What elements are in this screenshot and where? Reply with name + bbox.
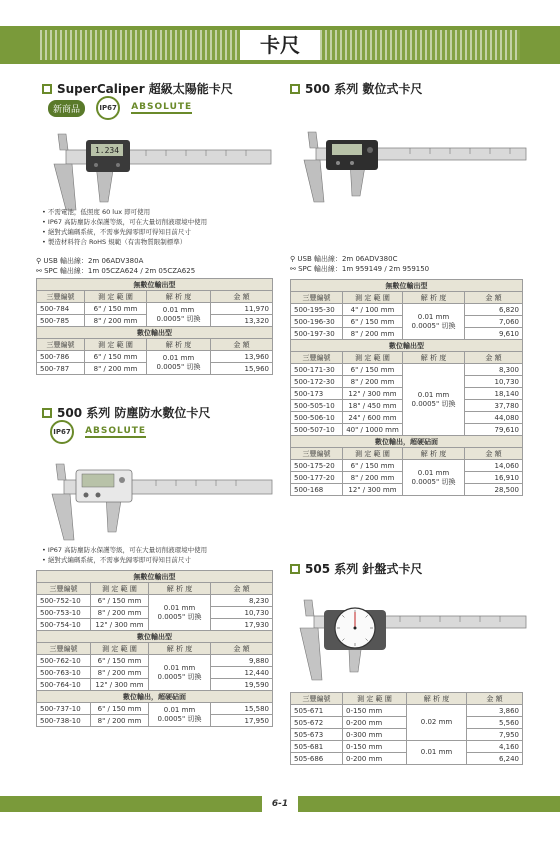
ip67-caliper-image [36, 450, 276, 542]
table-row: 500-175-20 6" / 150 mm 0.01 mm 0.0005" 切換 14,060 [291, 460, 523, 472]
table-row: 500-196-30 6" / 150 mm 7,060 [291, 316, 523, 328]
square-bullet-icon [42, 408, 52, 418]
table-row: 500-737-10 6" / 150 mm 0.01 mm 0.0005" 切換 15,580 [37, 703, 273, 715]
absolute-logo: ABSOLUTE [131, 102, 193, 112]
usb-icon: ⚲ [36, 257, 42, 265]
ip67-notes [42, 545, 207, 565]
note-line: • 絕對式編碼系統，不需事先歸零即可得知目前尺寸 [42, 556, 191, 564]
ip67-badges [50, 420, 146, 444]
dial-caliper-image [290, 588, 530, 684]
supercaliper-cables [36, 256, 195, 276]
page-title: 卡尺 [240, 30, 320, 60]
group-header: 數位輸出型 [291, 340, 523, 352]
table-row: 505-671 0-150 mm 0.02 mm 3,860 [291, 705, 523, 717]
square-bullet-icon [290, 84, 300, 94]
table-row: 500-195-30 4" / 100 mm 0.01 mm 0.0005" 切換 6,820 [291, 304, 523, 316]
500-series-table: 無數位輸出型 三豐編號 測 定 範 圍 解 析 度 金 額 500-195-30 4" / 100 mm 0.01 mm 0.0005" 切換 6,820 500-196-30 6" / 150 mm 7,060 500-197-30 8" / 200 mm 9,610 數位輸出型 三豐編號 測 定 範 圍 解 析 度 金 額 500-171-30 6" / 150 mm 0.01 mm 0.0005" 切換 8,300 500-172-30 8" / 200 mm 10,730 500-173 12" / 300 mm 18,140 500-505-10 18" / 450 mm 37,780 500-506-10 24" / 600 mm 44,080 500-507-10 40" / 1000 mm 79,610 數位輸出，超硬砧面 三豐編號 測 定 範 圍 解 析 度 金 額 500-175-20 6" / 150 mm 0.01 mm 0.0005" 切換 14,060 500-177-20 8" / 200 mm 16,910 500-168 12" / 300 mm 28,500 [290, 279, 523, 496]
group-header: 數位輸出型 [37, 631, 273, 643]
table-row: 500-171-30 6" / 150 mm 0.01 mm 0.0005" 切換 8,300 [291, 364, 523, 376]
ip67-badge: IP67 [96, 96, 120, 120]
500-series-cables [290, 254, 429, 274]
square-bullet-icon [290, 564, 300, 574]
table-row: 500-752-10 6" / 150 mm 0.01 mm 0.0005" 切換 8,230 [37, 595, 273, 607]
page-number: 6-1 [262, 796, 298, 812]
table-row: 500-762-10 6" / 150 mm 0.01 mm 0.0005" 切換 9,880 [37, 655, 273, 667]
square-bullet-icon [42, 84, 52, 94]
caliper-display-text: 1.234 [94, 146, 120, 155]
table-row: 505-681 0-150 mm 0.01 mm 4,160 [291, 741, 523, 753]
supercaliper-notes [42, 207, 207, 247]
supercaliper-image [36, 122, 276, 212]
usb-cable-text: USB 輸出線：2m 06ADV380C [297, 255, 398, 263]
table-row: 500-786 6" / 150 mm 0.01 mm 0.0005" 切換 13,960 [37, 351, 273, 363]
table-row: 505-673 0-300 mm 7,950 [291, 729, 523, 741]
spc-cable-text: SPC 輸出線：1m 959149 / 2m 959150 [298, 265, 430, 273]
spc-icon: ⚯ [36, 267, 42, 275]
ip67-table: 無數位輸出型 三豐編號 測 定 範 圍 解 析 度 金 額 500-752-10 6" / 150 mm 0.01 mm 0.0005" 切換 8,230 500-753-10 8" / 200 mm 10,730 500-754-10 12" / 300 mm 17,930 數位輸出型 三豐編號 測 定 範 圍 解 析 度 金 額 500-762-10 6" / 150 mm 0.01 mm 0.0005" 切換 9,880 500-763-10 8" / 200 mm 12,440 500-764-10 12" / 300 mm 19,590 數位輸出，超硬砧面 500-737-10 6" / 150 mm 0.01 mm 0.0005" 切換 15,580 500-738-10 8" / 200 mm 17,950 [36, 570, 273, 727]
note-line: • 不需電池，低照度 60 lux 即可使用 [42, 208, 151, 216]
note-line: • IP67 高防塵防水保護等級，可在大量切削液環境中使用 [42, 546, 208, 554]
table-row: 500-172-30 8" / 200 mm 10,730 [291, 376, 523, 388]
table-row: 500-738-10 8" / 200 mm 17,950 [37, 715, 273, 727]
table-row: 505-686 0-200 mm 6,240 [291, 753, 523, 765]
section-title-ip67: 500 系列 防塵防水數位卡尺 [42, 404, 210, 421]
table-row: 500-173 12" / 300 mm 18,140 [291, 388, 523, 400]
group-header: 數位輸出，超硬砧面 [37, 691, 273, 703]
group-header: 無數位輸出型 [37, 571, 273, 583]
group-header: 無數位輸出型 [291, 280, 523, 292]
group-header: 無數位輸出型 [37, 279, 273, 291]
group-header: 數位輸出，超硬砧面 [291, 436, 523, 448]
usb-cable-text: USB 輸出線：2m 06ADV380A [43, 257, 144, 265]
table-row: 505-672 0-200 mm 5,560 [291, 717, 523, 729]
spc-icon: ⚯ [290, 265, 296, 273]
table-row: 500-505-10 18" / 450 mm 37,780 [291, 400, 523, 412]
table-row: 500-784 6" / 150 mm 0.01 mm 0.0005" 切換 11,970 [37, 303, 273, 315]
table-row: 500-177-20 8" / 200 mm 16,910 [291, 472, 523, 484]
table-row: 500-506-10 24" / 600 mm 44,080 [291, 412, 523, 424]
500-series-caliper-image [290, 122, 530, 212]
group-header: 數位輸出型 [37, 327, 273, 339]
ip67-badge: IP67 [50, 420, 74, 444]
usb-icon: ⚲ [290, 255, 296, 263]
table-row: 500-754-10 12" / 300 mm 17,930 [37, 619, 273, 631]
absolute-logo: ABSOLUTE [85, 426, 147, 436]
spc-cable-text: SPC 輸出線：1m 05CZA624 / 2m 05CZA625 [44, 267, 196, 275]
table-row: 500-763-10 8" / 200 mm 12,440 [37, 667, 273, 679]
note-line: • 絕對式編碼系統，不需事先歸零即可得知目前尺寸 [42, 228, 191, 236]
note-line: • IP67 高防塵防水保護等級，可在大量切削液環境中使用 [42, 218, 208, 226]
table-row: 500-785 8" / 200 mm 13,320 [37, 315, 273, 327]
supercaliper-table: 無數位輸出型 三豐編號 測 定 範 圍 解 析 度 金 額 500-784 6" / 150 mm 0.01 mm 0.0005" 切換 11,970 500-785 8" / 200 mm 13,320 數位輸出型 三豐編號 測 定 範 圍 解 析 度 金 額 500-786 6" / 150 mm 0.01 mm 0.0005" 切換 13,960 500-787 8" / 200 mm 15,960 [36, 278, 273, 375]
dial-caliper-table: 三豐編號 測 定 範 圍 解 析 度 金 額 505-671 0-150 mm 0.02 mm 3,860 505-672 0-200 mm 5,560 505-673 0-300 mm 7,950 505-681 0-150 mm 0.01 mm 4,160 505-686 0-200 mm 6,240 [290, 692, 523, 765]
table-row: 500-197-30 8" / 200 mm 9,610 [291, 328, 523, 340]
section-title-supercaliper: SuperCaliper 超級太陽能卡尺 [42, 80, 233, 97]
table-row: 500-753-10 8" / 200 mm 10,730 [37, 607, 273, 619]
section-title-505-series: 505 系列 針盤式卡尺 [290, 560, 422, 577]
note-line: • 製造材料符合 RoHS 規範（有害物質限制標準） [42, 238, 187, 246]
table-row: 500-787 8" / 200 mm 15,960 [37, 363, 273, 375]
table-row: 500-168 12" / 300 mm 28,500 [291, 484, 523, 496]
new-product-badge: 新商品 [48, 100, 85, 117]
table-row: 500-507-10 40" / 1000 mm 79,610 [291, 424, 523, 436]
table-row: 500-764-10 12" / 300 mm 19,590 [37, 679, 273, 691]
section-title-500-series: 500 系列 數位式卡尺 [290, 80, 422, 97]
supercaliper-badges [48, 96, 192, 120]
